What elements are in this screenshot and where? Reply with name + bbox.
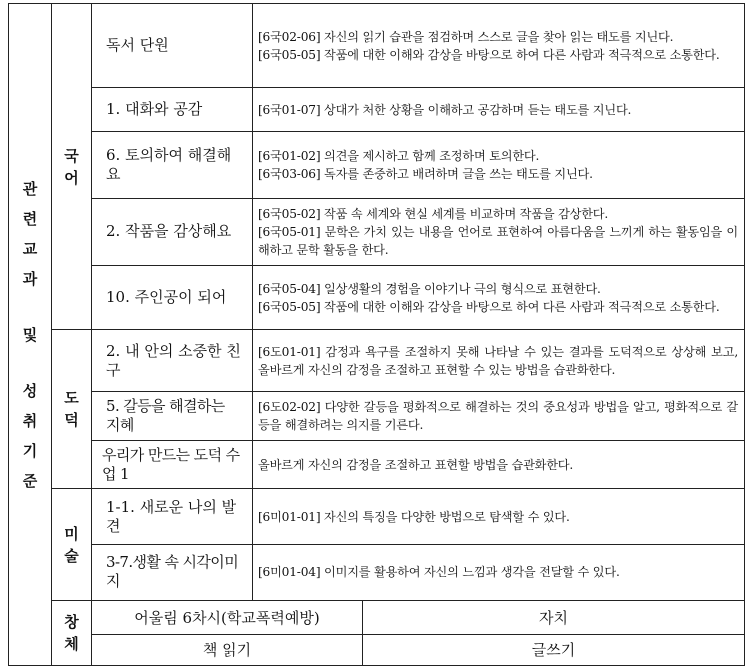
curriculum-standards-table [8, 3, 745, 666]
unit-name: 우리가 만드는 도덕 수업 1 [92, 441, 253, 489]
subject-char: 덕 [64, 411, 79, 430]
creative-label-char: 창 [64, 612, 79, 631]
side-header-char: 교 [22, 239, 38, 258]
achievement-standard [253, 88, 745, 132]
standard-line: [6국05-05] 작품에 대한 이해와 감상을 바탕으로 하여 다른 사람과 적극적으로 소통한다. [258, 299, 720, 314]
side-header-char: 기 [22, 441, 38, 460]
subject-char: 국 [64, 146, 79, 165]
standard-line: [6국05-05] 작품에 대한 이해와 감상을 바탕으로 하여 다른 사람과 적극적으로 소통한다. [258, 47, 720, 62]
creative-activity: 글쓰기 [363, 634, 745, 665]
creative-activity: 자치 [363, 600, 745, 634]
creative-label-char: 체 [64, 634, 79, 653]
unit-name: 1-1. 새로운 나의 발견 [92, 489, 253, 545]
side-header-gap [23, 294, 38, 320]
subject-char: 어 [64, 168, 79, 187]
subject-char: 도 [64, 389, 79, 408]
unit-name: 1. 대화와 공감 [92, 88, 253, 132]
standard-line: [6국01-07] 상대가 처한 상황을 이해하고 공감하며 듣는 태도를 지닌다. [258, 102, 632, 117]
side-header-char: 관 [22, 179, 38, 198]
achievement-standard [253, 441, 745, 489]
side-header-char: 성 [22, 381, 38, 400]
creative-activity: 책 읽기 [92, 634, 363, 665]
unit-name: 3-7.생활 속 시각이미지 [92, 545, 253, 601]
creative-activities-label [52, 600, 92, 665]
standard-line: [6국05-01] 문학은 가치 있는 내용을 언어로 표현하여 아름다움을 느끼게 하는 활동임을 이해하고 문학 활동을 한다. [258, 224, 738, 257]
unit-name: 10. 주인공이 되어 [92, 266, 253, 330]
standard-line: [6국03-06] 독자를 존중하고 배려하며 글을 쓰는 태도를 지닌다. [258, 166, 593, 181]
side-header [9, 4, 52, 666]
subject-art [52, 489, 92, 600]
standard-line: 올바르게 자신의 감정을 조절하고 표현할 방법을 습관화한다. [258, 457, 574, 472]
standard-line: [6미01-04] 이미지를 활용하여 자신의 느낌과 생각을 전달할 수 있다. [258, 565, 620, 580]
unit-name: 5. 갈등을 해결하는 지혜 [92, 392, 253, 441]
unit-name: 6. 토의하여 해결해요 [92, 132, 253, 198]
standard-line: [6국05-02] 작품 속 세계와 현실 세계를 비교하며 작품을 감상한다. [258, 206, 609, 221]
achievement-standard [253, 266, 745, 330]
achievement-standard [253, 198, 745, 265]
subject-korean [52, 4, 92, 330]
side-header-char: 련 [22, 209, 38, 228]
standard-line: [6국05-04] 일상생활의 경험을 이야기나 극의 형식으로 표현한다. [258, 281, 601, 296]
achievement-standard [253, 4, 745, 88]
standard-line: [6국01-02] 의견을 제시하고 함께 조정하며 토의한다. [258, 148, 540, 163]
achievement-standard [253, 392, 745, 441]
unit-name: 독서 단원 [92, 4, 253, 88]
side-header-char: 취 [22, 411, 38, 430]
side-header-char: 준 [22, 471, 38, 490]
achievement-standard [253, 545, 745, 601]
unit-name: 2. 작품을 감상해요 [92, 198, 253, 265]
unit-name: 2. 내 안의 소중한 친구 [92, 330, 253, 392]
subject-char: 술 [64, 546, 79, 565]
achievement-standard [253, 132, 745, 198]
side-header-char: 및 [22, 325, 38, 344]
standard-line: [6도02-02] 다양한 갈등을 평화적으로 해결하는 것의 중요성과 방법을 알고, 평화적으로 갈등을 해결하려는 의지를 기른다. [258, 400, 738, 433]
standard-line: [6도01-01] 감정과 욕구를 조절하지 못해 나타날 수 있는 결과를 도덕적으로 상상해 보고, 올바르게 자신의 감정을 조절하고 표현할 수 있는 방법을 습관화한다. [258, 344, 738, 377]
side-header-char: 과 [22, 269, 38, 288]
subject-char: 미 [64, 524, 79, 543]
standard-line: [6미01-01] 자신의 특징을 다양한 방법으로 탐색할 수 있다. [258, 509, 570, 524]
subject-ethics [52, 330, 92, 489]
side-header-gap [23, 350, 38, 376]
creative-activity: 어울림 6차시(학교폭력예방) [92, 600, 363, 634]
achievement-standard [253, 330, 745, 392]
achievement-standard [253, 489, 745, 545]
standard-line: [6국02-06] 자신의 읽기 습관을 점검하며 스스로 글을 찾아 읽는 태도를 지닌다. [258, 29, 674, 44]
